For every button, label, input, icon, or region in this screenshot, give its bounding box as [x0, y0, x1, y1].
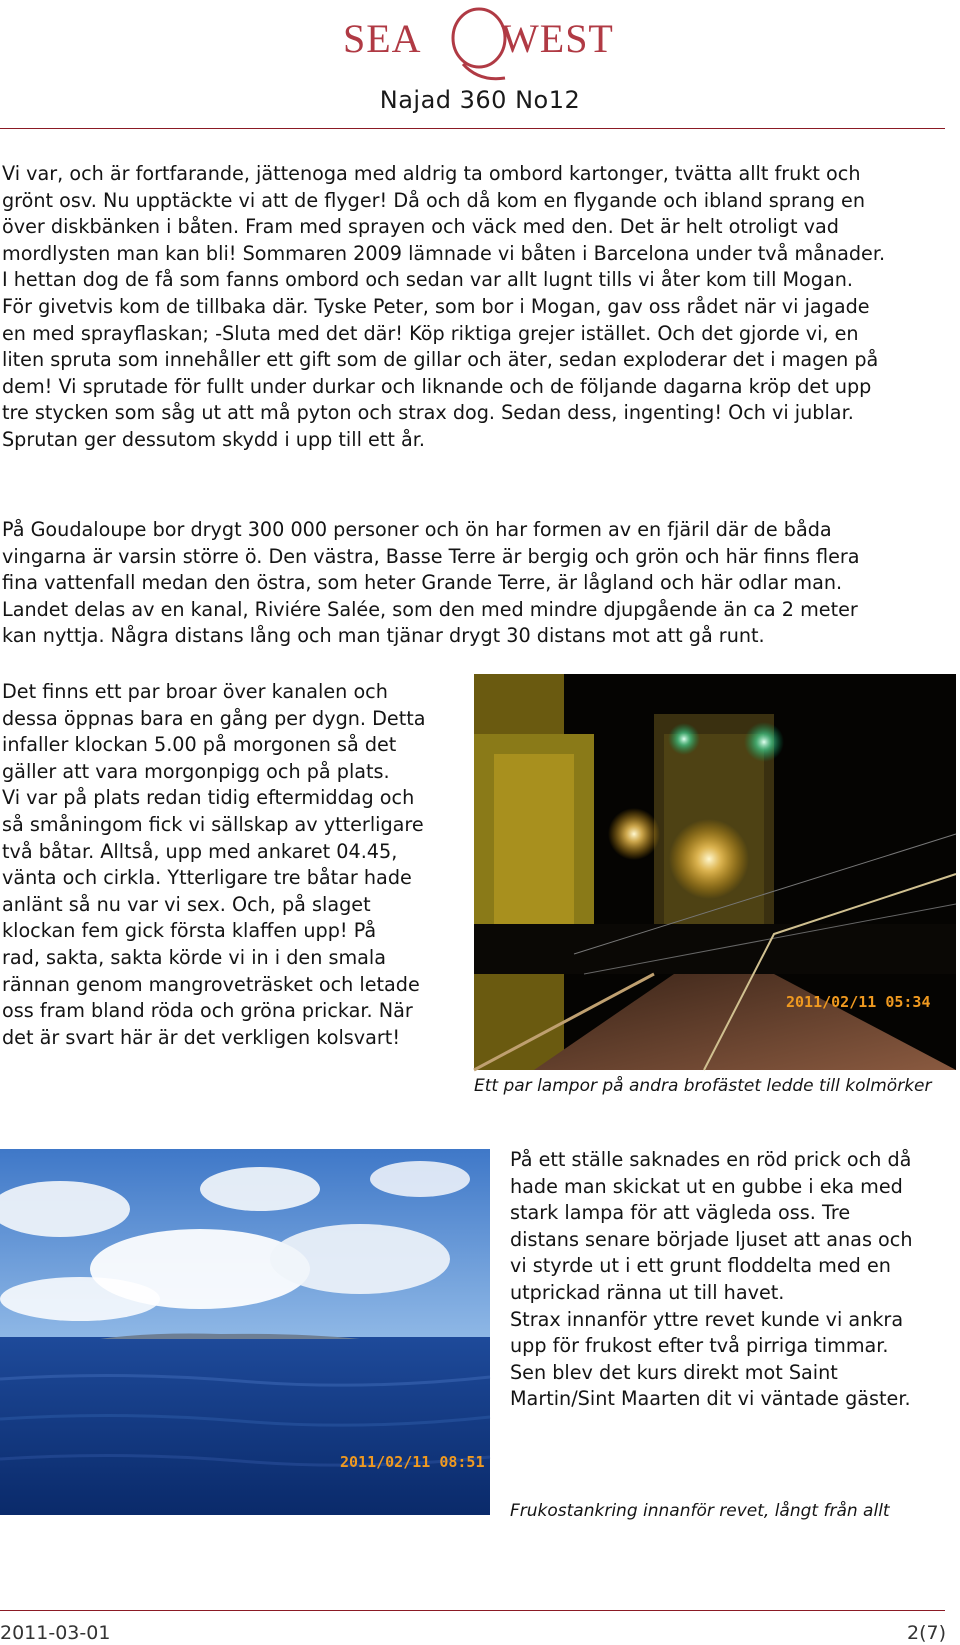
text-line: Vi var, och är fortfarande, jättenoga med aldrig ta ombord kartonger, tvätta allt frukt och — [2, 162, 861, 185]
photo-caption: Frukostankring innanför revet, långt från allt — [510, 1501, 890, 1521]
photo-caption: Ett par lampor på andra brofästet ledde till kolmörker — [474, 1076, 932, 1096]
text-line: rännan genom mangroveträsket och letade — [2, 972, 420, 996]
text-line: mordlysten man kan bli! Sommaren 2009 lämnade vi båten i Barcelona under två månader. — [2, 241, 886, 265]
footer-date: 2011-03-01 — [0, 1622, 111, 1644]
photo-timestamp: 2011/02/11 08:51 — [340, 1453, 485, 1471]
text-line: Martin/Sint Maarten dit vi väntade gäster. — [510, 1387, 911, 1411]
text-line: dessa öppnas bara en gång per dygn. Detta — [2, 706, 426, 730]
text-line: anlänt så nu var vi sex. Och, på slaget — [2, 892, 371, 916]
svg-text:WEST: WEST — [501, 16, 614, 61]
text-line: rad, sakta, sakta körde vi in i den smala — [2, 945, 387, 969]
text-line: stark lampa för att vägleda oss. Tre — [510, 1201, 851, 1225]
page-number: 2(7) — [906, 1622, 946, 1644]
text-line: oss fram bland röda och gröna prickar. När — [2, 999, 413, 1023]
text-line: Sen blev det kurs direkt mot Saint — [510, 1360, 838, 1384]
text-line: Sprutan ger dessutom skydd i upp till ett år. — [2, 427, 425, 451]
page-title: Najad 360 No12 — [379, 86, 581, 114]
text-line: tre stycken som såg ut att må pyton och strax dog. Sedan dess, ingenting! Och vi jublar. — [2, 401, 854, 425]
text-line: klockan fem gick första klaffen upp! På — [2, 919, 377, 943]
text-line: så småningom fick vi sällskap av ytterligare — [2, 812, 424, 836]
paragraph-insects — [2, 161, 885, 454]
night-boat-photo — [474, 674, 956, 1070]
text-line: För givetvis kom de tillbaka där. Tyske Peter, som bor i Mogan, gav oss rådet när vi jagade — [2, 294, 870, 318]
paragraph-dawn — [510, 1147, 913, 1413]
text-line: distans senare började ljuset att anas och — [510, 1227, 913, 1251]
text-line: en med sprayflaskan; -Sluta med det där! Köp riktiga grejer istället. Och det gjorde vi, en — [2, 321, 859, 345]
text-line: fina vattenfall medan den östra, som heter Grande Terre, är lågland och här odlar man. — [2, 571, 843, 595]
photo-timestamp: 2011/02/11 05:34 — [786, 993, 931, 1011]
text-line: På ett ställe saknades en röd prick och då — [510, 1148, 912, 1171]
text-line: grönt osv. Nu upptäckte vi att de flyger! Då och då kom en flygande och ibland sprang en — [2, 188, 866, 212]
logo-graphic — [343, 8, 614, 84]
text-line: vänta och cirkla. Ytterligare tre båtar hade — [2, 866, 412, 890]
text-line: Landet delas av en kanal, Riviére Salée, som den med mindre djupgående än ca 2 meter — [2, 597, 858, 621]
text-line: vingarna är varsin större ö. Den västra, Basse Terre är bergig och grön och här finns flera — [2, 544, 860, 568]
text-line: Vi var på plats redan tidig eftermiddag och — [2, 786, 415, 810]
text-line: över diskbänken i båten. Fram med sprayen och väck med den. Det är helt otroligt vad — [2, 215, 839, 239]
seaqwest-logo — [343, 8, 614, 84]
text-line: På Goudaloupe bor drygt 300 000 personer och ön har formen av en fjäril där de båda — [2, 518, 832, 541]
text-line: utprickad ränna ut till havet. — [510, 1280, 785, 1304]
footer-divider — [0, 1610, 945, 1611]
sea-sky-photo — [0, 1149, 490, 1515]
text-line: kan nyttja. Några distans lång och man tjänar drygt 30 distans mot att gå runt. — [2, 624, 765, 648]
text-line: Det finns ett par broar över kanalen och — [2, 680, 388, 703]
text-line: det är svart här är det verkligen kolsvart! — [2, 1025, 401, 1049]
text-line: I hettan dog de få som fanns ombord och sedan var allt lugnt tills vi åter kom till Mogan. — [2, 268, 853, 292]
svg-text:SEA: SEA — [343, 16, 422, 61]
text-line: hade man skickat ut en gubbe i eka med — [510, 1174, 903, 1198]
text-line: vi styrde ut i ett grunt floddelta med en — [510, 1254, 891, 1278]
text-line: infaller klockan 5.00 på morgonen så det — [2, 733, 397, 757]
text-line: Strax innanför yttre revet kunde vi ankra — [510, 1307, 904, 1331]
text-line: upp för frukost efter två pirriga timmar. — [510, 1334, 889, 1358]
text-line: gäller att vara morgonpigg och på plats. — [2, 759, 390, 783]
text-line: dem! Vi sprutade för fullt under durkar och liknande och de följande dagarna kröp det upp — [2, 374, 872, 398]
text-line: liten spruta som innehåller ett gift som de gillar och äter, sedan exploderar det i magen på — [2, 348, 879, 372]
header-divider — [0, 128, 945, 129]
paragraph-guadeloupe — [2, 517, 860, 650]
paragraph-bridges — [2, 679, 426, 1051]
text-line: två båtar. Alltså, upp med ankaret 04.45, — [2, 839, 398, 863]
